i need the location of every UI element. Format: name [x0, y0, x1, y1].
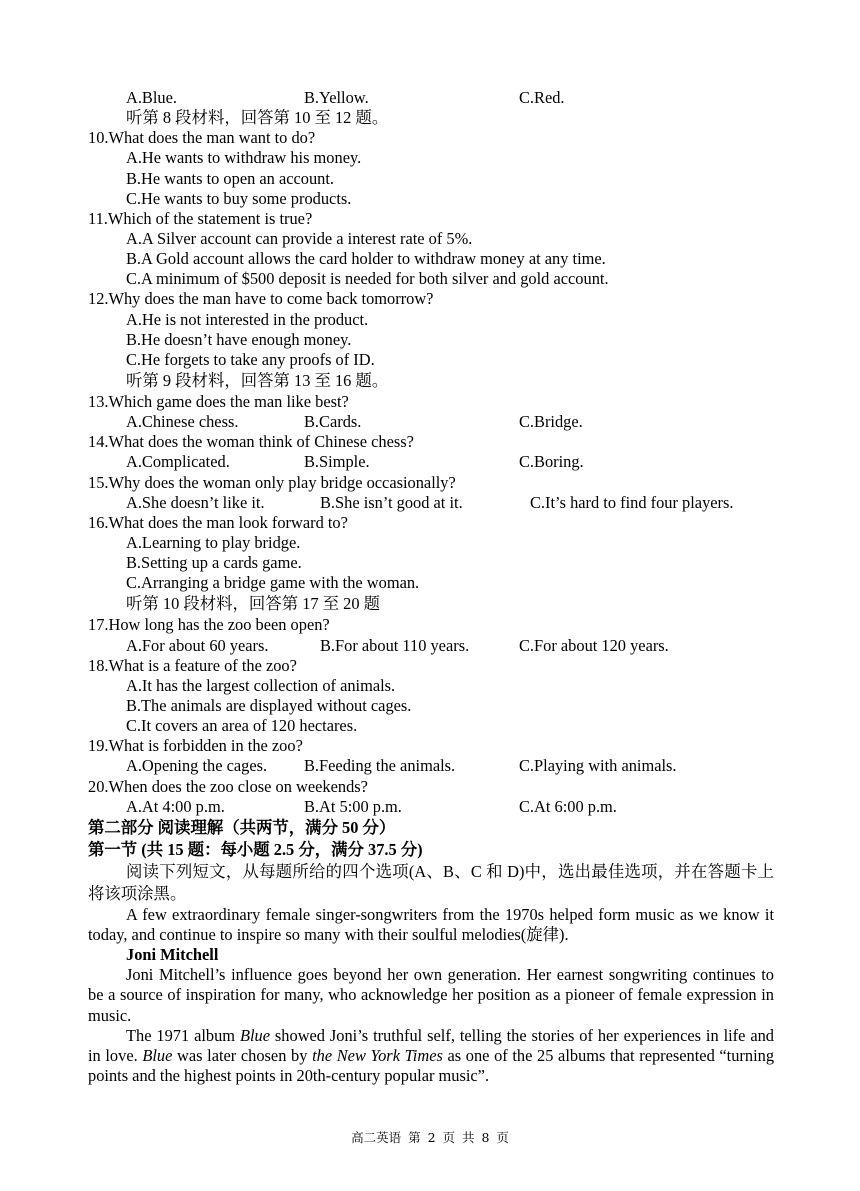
q11-option-b: B.A Gold account allows the card holder to withdraw money at any time.	[126, 249, 606, 269]
q12-option-c: C.He forgets to take any proofs of ID.	[126, 349, 375, 369]
q18-option-c: C.It covers an area of 120 hectares.	[126, 716, 358, 736]
q13-option-b: B.Cards.	[304, 412, 362, 432]
q19-option-c: C.Playing with animals.	[519, 756, 677, 776]
q10-option-c: C.He wants to buy some products.	[126, 188, 352, 208]
q13-options	[88, 412, 774, 432]
section-instruction-9: 听第 9 段材料，回答第 13 至 16 题。	[126, 370, 389, 390]
q12-option-b: B.He doesn’t have enough money.	[126, 329, 352, 349]
q14-option-b: B.Simple.	[304, 452, 370, 472]
question-18: 18.What is a feature of the zoo?	[88, 655, 297, 675]
section1-heading: 第一节 (共 15 题：每小题 2.5 分，满分 37.5 分)	[88, 839, 423, 859]
q10-option-a: A.He wants to withdraw his money.	[126, 148, 362, 168]
newspaper-title: the New York Times	[312, 1045, 443, 1065]
page-content	[88, 88, 774, 1086]
question-16: 16.What does the man look forward to?	[88, 512, 348, 532]
q15-option-a: A.She doesn’t like it.	[126, 492, 265, 512]
q20-option-a: A.At 4:00 p.m.	[126, 796, 225, 816]
section-instruction-10: 听第 10 段材料，回答第 17 至 20 题	[126, 594, 381, 614]
q11-option-a: A.A Silver account can provide a interest rate of 5%.	[126, 228, 473, 248]
q16-option-a: A.Learning to play bridge.	[126, 532, 301, 552]
q20-option-c: C.At 6:00 p.m.	[519, 796, 617, 816]
q17-option-a: A.For about 60 years.	[126, 635, 269, 655]
question-11: 11.Which of the statement is true?	[88, 208, 313, 228]
option-a: A.Blue.	[126, 88, 177, 107]
para2-text-1: The 1971 album	[126, 1025, 240, 1045]
album-title-blue-2: Blue	[142, 1045, 173, 1065]
reading-instruction: 阅读下列短文，从每题所给的四个选项(A、B、C 和 D)中，选出最佳选项，并在答题卡上将该项涂黑。	[88, 861, 774, 903]
question-15: 15.Why does the woman only play bridge occasionally?	[88, 472, 456, 492]
q14-options	[88, 452, 774, 472]
q17-option-b: B.For about 110 years.	[320, 635, 470, 655]
question-13: 13.Which game does the man like best?	[88, 391, 349, 411]
q20-options	[88, 797, 774, 817]
q13-option-a: A.Chinese chess.	[126, 412, 239, 432]
q15-options	[88, 493, 774, 513]
option-c: C.Red.	[519, 88, 565, 107]
question-12: 12.Why does the man have to come back tomorrow?	[88, 289, 434, 309]
para2-text-2: showed Joni’s truthful self, telling the stories of her experiences in life and in love.	[88, 1025, 774, 1065]
question-20: 20.When does the zoo close on weekends?	[88, 776, 368, 796]
passage-paragraph-2	[88, 1026, 774, 1086]
para2-text-4: as one of the 25 albums that represented “turning points and the highest points in 20th-century popular music”.	[88, 1045, 775, 1086]
q16-option-b: B.Setting up a cards game.	[126, 553, 302, 573]
question-14: 14.What does the woman think of Chinese chess?	[88, 432, 414, 452]
question-19: 19.What is forbidden in the zoo?	[88, 736, 303, 756]
q17-options	[88, 636, 774, 656]
part2-heading: 第二部分 阅读理解（共两节，满分 50 分）	[88, 817, 396, 837]
q16-option-c: C.Arranging a bridge game with the woman.	[126, 573, 420, 593]
q14-option-c: C.Boring.	[519, 452, 584, 472]
passage-paragraph-1: Joni Mitchell’s influence goes beyond her own generation. Her earnest songwriting continues to be a source of inspiration for many, who acknowledge her position as a pioneer of female expression in music.	[88, 965, 774, 1025]
q12-option-a: A.He is not interested in the product.	[126, 309, 369, 329]
q18-option-b: B.The animals are displayed without cages.	[126, 695, 412, 715]
q17-option-c: C.For about 120 years.	[519, 635, 669, 655]
section-instruction-8: 听第 8 段材料，回答第 10 至 12 题。	[126, 108, 389, 128]
album-title-blue: Blue	[239, 1025, 271, 1045]
q14-option-a: A.Complicated.	[126, 452, 230, 472]
question-10: 10.What does the man want to do?	[88, 128, 316, 148]
para2-text-3: was later chosen by	[172, 1045, 313, 1065]
q15-option-b: B.She isn’t good at it.	[320, 492, 463, 512]
q11-option-c: C.A minimum of $500 deposit is needed for both silver and gold account.	[126, 269, 609, 289]
q19-options	[88, 756, 774, 776]
passage-subtitle: Joni Mitchell	[126, 945, 219, 965]
option-b: B.Yellow.	[304, 88, 369, 107]
q19-option-a: A.Opening the cages.	[126, 756, 268, 776]
q10-option-b: B.He wants to open an account.	[126, 168, 335, 188]
passage-intro: A few extraordinary female singer-songwriters from the 1970s helped form music as we know it today, and continue to inspire so many with their soulful melodies(旋律).	[88, 904, 774, 944]
q9-options	[88, 88, 774, 108]
question-17: 17.How long has the zoo been open?	[88, 615, 330, 635]
q15-option-c: C.It’s hard to find four players.	[530, 492, 734, 512]
q19-option-b: B.Feeding the animals.	[304, 756, 456, 776]
page-footer: 高二英语 第 2 页 共 8 页	[351, 1130, 509, 1145]
q20-option-b: B.At 5:00 p.m.	[304, 796, 402, 816]
q13-option-c: C.Bridge.	[519, 412, 583, 432]
q18-option-a: A.It has the largest collection of animals.	[126, 675, 396, 695]
